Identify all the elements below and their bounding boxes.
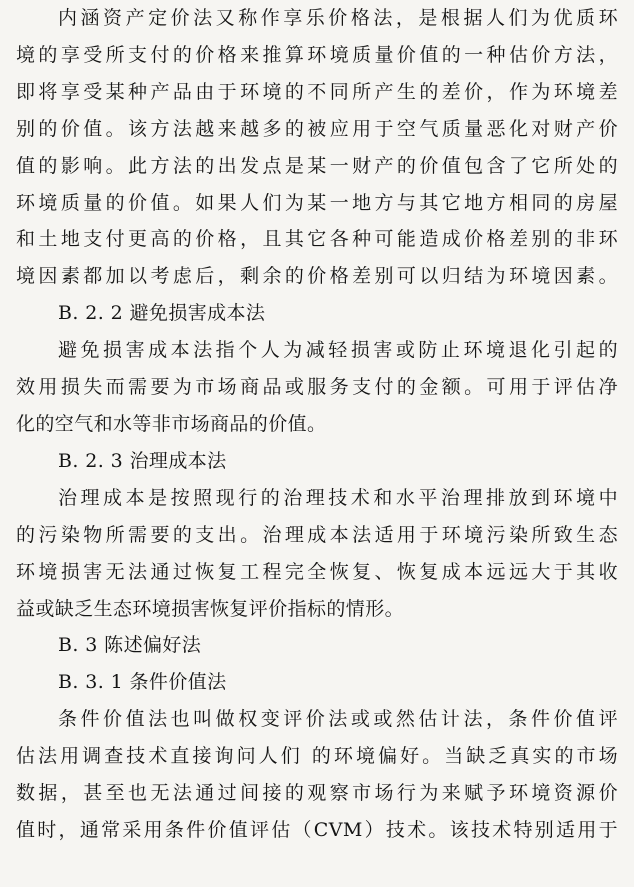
subsection-heading: B. 3. 1 条件价值法	[58, 671, 227, 694]
body-line: 益或缺乏生态环境损害恢复评价指标的情形。	[16, 597, 405, 620]
body-line: 境因素都加以考虑后，剩余的价格差别可以归结为环境因素。	[16, 265, 618, 288]
body-line: 化的空气和水等非市场商品的价值。	[16, 412, 327, 435]
body-line: 即将享受某种产品由于环境的不同所产生的差价，作为环境差	[16, 80, 618, 103]
body-line: 别的价值。该方法越来越多的被应用于空气质量恶化对财产价	[16, 117, 618, 140]
body-line: 环境质量的价值。如果人们为某一地方与其它地方相同的房屋	[16, 191, 618, 214]
body-line: 效用损失而需要为市场商品或服务支付的金额。可用于评估净	[16, 376, 618, 399]
body-line: 条件价值法也叫做权变评价法或或然估计法，条件价值评	[58, 708, 618, 731]
section-heading: B. 2. 2 避免损害成本法	[58, 302, 266, 325]
body-line: 避免损害成本法指个人为减轻损害或防止环境退化引起的	[58, 339, 618, 362]
body-line: 内涵资产定价法又称作享乐价格法，是根据人们为优质环	[58, 7, 618, 29]
body-line: 的污染物所需要的支出。治理成本法适用于环境污染所致生态	[16, 523, 618, 546]
body-line: 值时，通常采用条件价值评估（CVM）技术。该技术特别适用于	[16, 818, 618, 841]
body-line: 治理成本是按照现行的治理技术和水平治理排放到环境中	[58, 486, 618, 509]
body-line: 值的影响。此方法的出发点是某一财产的价值包含了它所处的	[16, 154, 618, 177]
document-body	[16, 0, 618, 849]
body-line: 环境损害无法通过恢复工程完全恢复、恢复成本远远大于其收	[16, 560, 618, 583]
body-line: 数据，甚至也无法通过间接的观察市场行为来赋予环境资源价	[16, 782, 618, 805]
section-heading: B. 3 陈述偏好法	[58, 634, 202, 657]
section-heading: B. 2. 3 治理成本法	[58, 449, 227, 472]
body-line: 估法用调查技术直接询问人们 的环境偏好。当缺乏真实的市场	[16, 745, 618, 768]
body-line: 和土地支付更高的价格，且其它各种可能造成价格差别的非环	[16, 228, 618, 251]
body-line: 境的享受所支付的价格来推算环境质量价值的一种估价方法，	[16, 43, 618, 66]
